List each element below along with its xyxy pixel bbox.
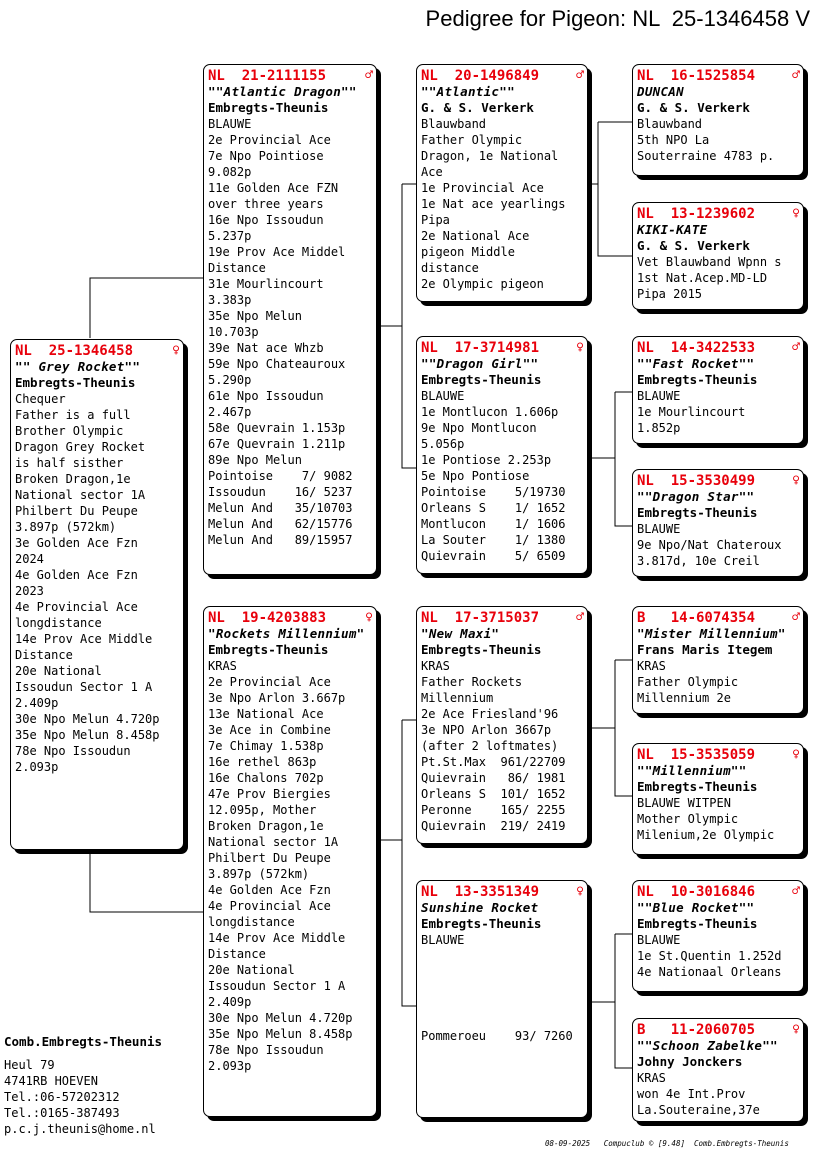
pigeon-owner: Embregts-Theunis [421, 916, 542, 931]
pigeon-info-line: 3e Ace in Combine [208, 723, 331, 737]
pigeon-name: ""Dragon Girl"" [421, 356, 539, 371]
pigeon-info-line: 4e Golden Ace Fzn [15, 568, 138, 582]
pigeon-info-line: Orleans S 101/ 1652 [421, 787, 566, 801]
pigeon-info-line: 78e Npo Issoudun [15, 744, 131, 758]
pigeon-info-line: 2.093p [15, 760, 59, 774]
pigeon-info-line: 9e Npo Montlucon [421, 421, 537, 435]
pigeon-info-line: Melun And 89/15957 [208, 533, 353, 547]
pigeon-owner: Embregts-Theunis [637, 372, 758, 387]
pigeon-info-line: Father is a full [15, 408, 131, 422]
pigeon-card-dam-dam[interactable] [416, 880, 588, 1118]
pigeon-info-line: 2e National Ace [421, 229, 530, 243]
pigeon-info-line: longdistance [15, 616, 102, 630]
pigeon-info-line: distance [421, 261, 479, 275]
pigeon-info-line: 1st Nat.Acep.MD-LD [637, 271, 768, 285]
owner-phone: Tel.:06-57202312 [4, 1090, 120, 1104]
pigeon-info-line: 5.237p [208, 229, 252, 243]
pigeon-info-line: 16e Npo Issoudun [208, 213, 324, 227]
pigeon-info-line: 2.093p [208, 1059, 252, 1073]
page-title: Pedigree for Pigeon: NL 25-1346458 V [425, 6, 810, 31]
pigeon-info-line: Distance [15, 648, 73, 662]
pigeon-header [15, 343, 180, 359]
pigeon-info-line: 4e Provincial Ace [15, 600, 138, 614]
pigeon-info-line: 1e Pontiose 2.253p [421, 453, 552, 467]
pigeon-card-sire-dam[interactable] [416, 336, 588, 574]
pigeon-card-sire-sire[interactable] [416, 64, 588, 302]
footer: 08-09-2025 Compuclub © [9.48] Comb.Embregts-Theunis [545, 1139, 789, 1148]
pigeon-info-line: Issoudun Sector 1 A [208, 979, 346, 993]
owner-name: Comb.Embregts-Theunis [4, 1034, 163, 1049]
pigeon-info-line: 35e Npo Melun 8.458p [15, 728, 160, 742]
pigeon-owner: Embregts-Theunis [15, 375, 136, 390]
pigeon-info-line: La.Souteraine,37e [637, 1103, 760, 1117]
pigeon-info-line: 4e Golden Ace Fzn [208, 883, 331, 897]
pigeon-info-line: 14e Prov Ace Middle [15, 632, 153, 646]
pigeon-info-line: Milenium,2e Olympic [637, 828, 775, 842]
pigeon-header [637, 473, 800, 489]
pigeon-info-line: Pointoise 7/ 9082 [208, 469, 353, 483]
pigeon-info-line: 3.897p (572km) [15, 520, 117, 534]
pigeon-info-line [421, 1012, 584, 1028]
pigeon-info-line: Souterraine 4783 p. [637, 149, 775, 163]
female-icon: ♀ [365, 610, 373, 625]
pigeon-name: ""Millennium"" [637, 763, 747, 778]
pigeon-info-line: Philbert Du Peupe [208, 851, 331, 865]
pigeon-info-line: KRAS [421, 659, 450, 673]
male-icon: ♂ [792, 340, 800, 355]
pigeon-card-ggp-7[interactable] [632, 880, 804, 992]
pigeon-name: "New Maxi" [421, 626, 500, 641]
pigeon-info-line: 5th NPO La [637, 133, 710, 147]
pigeon-name: ""Fast Rocket"" [637, 356, 755, 371]
ring-number: NL 10-3016846 [637, 884, 756, 900]
owner-address-line: Heul 79 [4, 1058, 55, 1072]
pigeon-info-line: BLAUWE WITPEN [637, 796, 731, 810]
pigeon-name: "Mister Millennium" [637, 626, 786, 641]
pigeon-card-subject[interactable] [10, 339, 184, 850]
pigeon-info [637, 1070, 800, 1118]
pigeon-name: ""Schoon Zabelke"" [637, 1038, 778, 1053]
female-icon: ♀ [792, 206, 800, 221]
pigeon-info-line: 1e Provincial Ace [421, 181, 544, 195]
female-icon: ♀ [172, 343, 180, 358]
pigeon-header [637, 610, 800, 626]
pigeon-info [208, 658, 373, 1074]
pigeon-header [208, 68, 373, 84]
pigeon-info-line: Melun And 62/15776 [208, 517, 353, 531]
pigeon-info-line: Peronne 165/ 2255 [421, 803, 566, 817]
pigeon-info-line: 3e Golden Ace Fzn [15, 536, 138, 550]
pigeon-info-line: 9e Npo/Nat Chateroux [637, 538, 782, 552]
pigeon-name: "Rockets Millennium" [208, 626, 365, 641]
pigeon-info-line [421, 948, 584, 964]
pigeon-header [421, 340, 584, 356]
pigeon-info-line: Brother Olympic [15, 424, 124, 438]
pigeon-info-line: Father Olympic [637, 675, 739, 689]
pigeon-info-line: Millennium [421, 691, 494, 705]
ring-number: NL 17-3715037 [421, 610, 540, 626]
pigeon-info-line: 14e Prov Ace Middle [208, 931, 346, 945]
pigeon-owner: G. & S. Verkerk [421, 100, 534, 115]
pigeon-info-line: 10.703p [208, 325, 259, 339]
pigeon-info-line: 31e Mourlincourt [208, 277, 324, 291]
pigeon-card-sire[interactable] [203, 64, 377, 575]
ring-number: B 11-2060705 [637, 1022, 756, 1038]
pigeon-info-line: Melun And 35/10703 [208, 501, 353, 515]
pigeon-header [637, 1022, 800, 1038]
pigeon-info-line: 58e Quevrain 1.153p [208, 421, 346, 435]
pigeon-info-line: 2.409p [208, 995, 252, 1009]
pigeon-info-line: National sector 1A [15, 488, 146, 502]
pigeon-info-line: 78e Npo Issoudun [208, 1043, 324, 1057]
ring-number: NL 25-1346458 [15, 343, 134, 359]
pigeon-info-line: Pointoise 5/19730 [421, 485, 566, 499]
pigeon-info-line: 2e Provincial Ace [208, 675, 331, 689]
pigeon-info-line: Pipa [421, 213, 450, 227]
pigeon-name: ""Atlantic Dragon"" [208, 84, 357, 99]
pigeon-info-line: 7e Npo Pointiose [208, 149, 324, 163]
pigeon-info-line: 2.467p [208, 405, 252, 419]
pigeon-info-line [421, 964, 584, 980]
pigeon-card-ggp-1[interactable] [632, 64, 804, 176]
pigeon-info-line: Pt.St.Max 961/22709 [421, 755, 566, 769]
pigeon-name: KIKI-KATE [637, 222, 708, 237]
pigeon-info-line: BLAUWE [637, 389, 681, 403]
pigeon-info-line: Blauwband [421, 117, 487, 131]
pigeon-owner: G. & S. Verkerk [637, 238, 750, 253]
male-icon: ♂ [576, 68, 584, 83]
female-icon: ♀ [792, 473, 800, 488]
pigeon-info-line: 2e Olympic pigeon [421, 277, 544, 291]
pigeon-info-line: KRAS [208, 659, 237, 673]
pigeon-info-line: KRAS [637, 659, 666, 673]
pigeon-name: ""Dragon Star"" [637, 489, 755, 504]
pigeon-info-line: Philbert Du Peupe [15, 504, 138, 518]
pigeon-info-line: 1e Mourlincourt [637, 405, 746, 419]
pigeon-card-ggp-6[interactable] [632, 743, 804, 855]
male-icon: ♂ [365, 68, 373, 83]
pigeon-info-line: 3e Npo Arlon 3.667p [208, 691, 346, 705]
ring-number: NL 13-3351349 [421, 884, 540, 900]
pigeon-card-ggp-2[interactable] [632, 202, 804, 310]
pigeon-card-dam-sire[interactable] [416, 606, 588, 844]
pigeon-owner: Embregts-Theunis [637, 779, 758, 794]
pigeon-info-line: 4e Provincial Ace [208, 899, 331, 913]
ring-number: NL 16-1525854 [637, 68, 756, 84]
pigeon-info-line: 9.082p [208, 165, 252, 179]
ring-number: NL 21-2111155 [208, 68, 327, 84]
female-icon: ♀ [792, 747, 800, 762]
pigeon-info-line: 67e Quevrain 1.211p [208, 437, 346, 451]
pigeon-info-line: 3.383p [208, 293, 252, 307]
pigeon-info-line: 3.817d, 10e Creil [637, 554, 760, 568]
ring-number: NL 17-3714981 [421, 340, 540, 356]
pigeon-info-line: Montlucon 1/ 1606 [421, 517, 566, 531]
pigeon-info-line: 2024 [15, 552, 44, 566]
pigeon-info-line: 59e Npo Chateauroux [208, 357, 346, 371]
pigeon-info-line: 30e Npo Melun 4.720p [15, 712, 160, 726]
pigeon-info [637, 116, 800, 164]
ring-number: NL 19-4203883 [208, 610, 327, 626]
pigeon-info [637, 521, 800, 569]
pigeon-info-line: Chequer [15, 392, 66, 406]
pigeon-card-ggp-3[interactable] [632, 336, 804, 444]
pigeon-info-line: Quievrain 219/ 2419 [421, 819, 566, 833]
pigeon-info-line: BLAUWE [637, 522, 681, 536]
pigeon-info [421, 932, 584, 1044]
pigeon-info-line: over three years [208, 197, 324, 211]
ring-number: NL 15-3535059 [637, 747, 756, 763]
pigeon-info-line: Dragon, 1e National [421, 149, 559, 163]
pigeon-header [637, 884, 800, 900]
pigeon-name: ""Atlantic"" [421, 84, 515, 99]
pigeon-info-line: 5e Npo Pontiose [421, 469, 530, 483]
pigeon-info [421, 388, 584, 564]
pigeon-card-ggp-5[interactable] [632, 606, 804, 714]
pigeon-info-line: Quievrain 86/ 1981 [421, 771, 566, 785]
pigeon-info-line: 1e Montlucon 1.606p [421, 405, 559, 419]
pigeon-info-line: 20e National [15, 664, 102, 678]
pigeon-info-line: 1e St.Quentin 1.252d [637, 949, 782, 963]
pigeon-info-line: 16e Chalons 702p [208, 771, 324, 785]
pigeon-info-line: La Souter 1/ 1380 [421, 533, 566, 547]
pigeon-owner: Embregts-Theunis [637, 916, 758, 931]
pigeon-info-line: Father Rockets [421, 675, 523, 689]
pigeon-info-line: 2.409p [15, 696, 59, 710]
pigeon-name: "" Grey Rocket"" [15, 359, 141, 374]
pigeon-info-line: 1e Nat ace yearlings [421, 197, 566, 211]
pigeon-info-line: 1.852p [637, 421, 681, 435]
pigeon-info-line: Broken Dragon,1e [15, 472, 131, 486]
pigeon-info [208, 116, 373, 548]
pigeon-info-line: 4e Nationaal Orleans [637, 965, 782, 979]
pigeon-header [637, 206, 800, 222]
ring-number: NL 13-1239602 [637, 206, 756, 222]
owner-address-line: 4741RB HOEVEN [4, 1074, 98, 1088]
ring-number: B 14-6074354 [637, 610, 756, 626]
pigeon-owner: Embregts-Theunis [637, 505, 758, 520]
pigeon-name: DUNCAN [637, 84, 684, 99]
pigeon-owner: Embregts-Theunis [208, 642, 329, 657]
owner-phone: Tel.:0165-387493 [4, 1106, 120, 1120]
pigeon-info-line: Orleans S 1/ 1652 [421, 501, 566, 515]
pigeon-info-line: 61e Npo Issoudun [208, 389, 324, 403]
pigeon-info [637, 795, 800, 843]
owner-email[interactable]: p.c.j.theunis@home.nl [4, 1122, 156, 1136]
pigeon-info-line: Ace [421, 165, 443, 179]
pigeon-info-line: 7e Chimay 1.538p [208, 739, 324, 753]
ring-number: NL 15-3530499 [637, 473, 756, 489]
pigeon-info-line: Vet Blauwband Wpnn s [637, 255, 782, 269]
pigeon-owner: Embregts-Theunis [208, 100, 329, 115]
pigeon-info-line: Millennium 2e [637, 691, 731, 705]
pigeon-info-line: Mother Olympic [637, 812, 739, 826]
male-icon: ♂ [792, 884, 800, 899]
pigeon-info-line: 30e Npo Melun 4.720p [208, 1011, 353, 1025]
pigeon-info-line: BLAUWE [208, 117, 252, 131]
pigeon-header [421, 884, 584, 900]
pigeon-header [208, 610, 373, 626]
pigeon-info [421, 116, 584, 292]
ring-number: NL 20-1496849 [421, 68, 540, 84]
pigeon-info-line: longdistance [208, 915, 295, 929]
pigeon-info-line: Distance [208, 261, 266, 275]
pigeon-info-line: is half sisther [15, 456, 124, 470]
female-icon: ♀ [792, 1022, 800, 1037]
pigeon-info-line: 20e National [208, 963, 295, 977]
pigeon-info-line: Pipa 2015 [637, 287, 703, 301]
pigeon-header [637, 747, 800, 763]
ring-number: NL 14-3422533 [637, 340, 756, 356]
pigeon-info-line: 11e Golden Ace FZN [208, 181, 339, 195]
pigeon-info-line: 19e Prov Ace Middel [208, 245, 346, 259]
pigeon-owner: Johny Jonckers [637, 1054, 743, 1069]
pigeon-owner: G. & S. Verkerk [637, 100, 750, 115]
pigeon-info [637, 658, 800, 706]
pigeon-info-line: Broken Dragon,1e [208, 819, 324, 833]
pigeon-info-line: 16e rethel 863p [208, 755, 317, 769]
pigeon-info-line [421, 980, 584, 996]
pigeon-info-line: 13e National Ace [208, 707, 324, 721]
pigeon-info-line: 12.095p, Mother [208, 803, 317, 817]
pigeon-info-line [421, 996, 584, 1012]
pigeon-info-line: Issoudun 16/ 5237 [208, 485, 353, 499]
pigeon-info-line: BLAUWE [637, 933, 681, 947]
pigeon-info-line: 3.897p (572km) [208, 867, 310, 881]
pigeon-info-line: 89e Npo Melun [208, 453, 302, 467]
pigeon-info-line: 47e Prov Biergies [208, 787, 331, 801]
pigeon-name: ""Blue Rocket"" [637, 900, 755, 915]
pigeon-info-line: 2e Provincial Ace [208, 133, 331, 147]
pigeon-owner: Embregts-Theunis [421, 372, 542, 387]
pigeon-info-line: 2e Ace Friesland'96 [421, 707, 559, 721]
male-icon: ♂ [792, 68, 800, 83]
pigeon-info-line: Quievrain 5/ 6509 [421, 549, 566, 563]
pigeon-info-line: 39e Nat ace Whzb [208, 341, 324, 355]
pigeon-owner: Embregts-Theunis [421, 642, 542, 657]
pigeon-info-line: National sector 1A [208, 835, 339, 849]
male-icon: ♂ [792, 610, 800, 625]
pigeon-owner: Frans Maris Itegem [637, 642, 773, 657]
female-icon: ♀ [576, 340, 584, 355]
pigeon-info-line: Distance [208, 947, 266, 961]
pigeon-info [637, 388, 800, 436]
pigeon-info-line: 5.290p [208, 373, 252, 387]
pigeon-card-dam[interactable] [203, 606, 377, 1117]
pigeon-info-line: 3e NPO Arlon 3667p [421, 723, 552, 737]
pigeon-info [637, 254, 800, 302]
female-icon: ♀ [576, 884, 584, 899]
pigeon-info-line: Issoudun Sector 1 A [15, 680, 153, 694]
pigeon-info-line: BLAUWE [421, 389, 465, 403]
pigeon-info-line: pigeon Middle [421, 245, 515, 259]
pigeon-info-line: BLAUWE [421, 933, 465, 947]
pigeon-info-line: Blauwband [637, 117, 703, 131]
pigeon-info-line: 35e Npo Melun 8.458p [208, 1027, 353, 1041]
pigeon-info-line: 2023 [15, 584, 44, 598]
pigeon-info-line: Father Olympic [421, 133, 523, 147]
pigeon-header [421, 610, 584, 626]
male-icon: ♂ [576, 610, 584, 625]
pigeon-info-line: 35e Npo Melun [208, 309, 302, 323]
pigeon-info-line: (after 2 loftmates) [421, 739, 559, 753]
pigeon-info-line: 5.056p [421, 437, 465, 451]
pigeon-info-line: Pommeroeu 93/ 7260 [421, 1029, 573, 1043]
pigeon-card-ggp-4[interactable] [632, 469, 804, 577]
pigeon-header [421, 68, 584, 84]
pigeon-card-ggp-8[interactable] [632, 1018, 804, 1122]
pigeon-info-line: KRAS [637, 1071, 666, 1085]
pigeon-header [637, 68, 800, 84]
pigeon-info-line: Dragon Grey Rocket [15, 440, 146, 454]
pigeon-info [15, 391, 180, 775]
pigeon-info-line: won 4e Int.Prov [637, 1087, 746, 1101]
owner-contact [4, 1034, 162, 1137]
pigeon-header [637, 340, 800, 356]
pigeon-info [637, 932, 800, 980]
pigeon-name: Sunshine Rocket [421, 900, 539, 915]
pigeon-info [421, 658, 584, 834]
